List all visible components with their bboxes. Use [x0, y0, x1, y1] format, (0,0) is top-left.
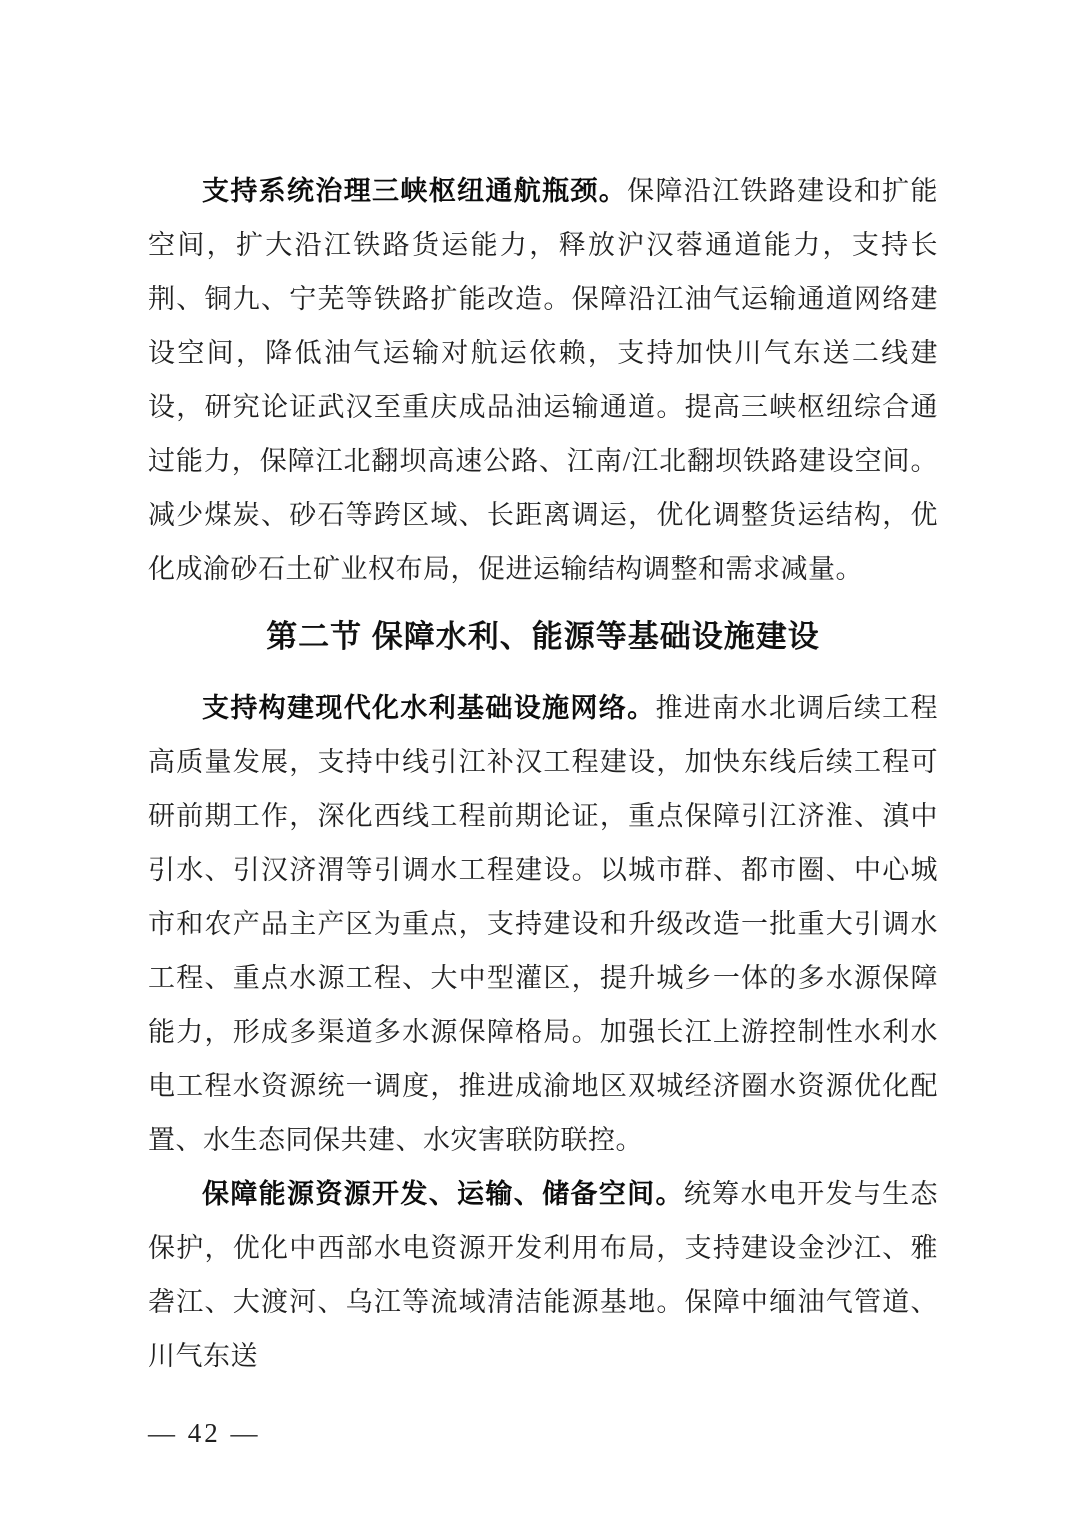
page-number: — 42 — [148, 1418, 261, 1448]
paragraph-energy-lead: 保障能源资源开发、运输、储备空间。 [202, 1179, 684, 1209]
paragraph-water [148, 681, 938, 1167]
paragraph-water-body: 推进南水北调后续工程高质量发展，支持中线引江补汉工程建设，加快东线后续工程可研前期工作，深化西线工程前期论证，重点保障引江济淮、滇中引水、引汉济渭等引调水工程建设。以城市群、都市圈、中心城市和农产品主产区为重点，支持建设和升级改造一批重大引调水工程、重点水源工程、大中型灌区，提升城乡一体的多水源保障能力，形成多渠道多水源保障格局。加强长江上游控制性水利水电工程水资源统一调度，推进成渝地区双城经济圈水资源优化配置、水生态同保共建、水灾害联防联控。 [148, 693, 939, 1155]
paragraph-transport [148, 164, 938, 596]
paragraph-energy [148, 1167, 938, 1383]
paragraph-water-lead: 支持构建现代化水利基础设施网络。 [202, 693, 656, 723]
paragraph-transport-body: 保障沿江铁路建设和扩能空间，扩大沿江铁路货运能力，释放沪汉蓉通道能力，支持长荆、铜九、宁芜等铁路扩能改造。保障沿江油气运输通道网络建设空间，降低油气运输对航运依赖，支持加快川气东送二线建设，研究论证武汉至重庆成品油运输通道。提高三峡枢纽综合通过能力，保障江北翻坝高速公路、江南/江北翻坝铁路建设空间。减少煤炭、砂石等跨区域、长距离调运，优化调整货运结构，优化成渝砂石土矿业权布局，促进运输结构调整和需求减量。 [148, 176, 939, 584]
paragraph-energy-body: 统筹水电开发与生态保护，优化中西部水电资源开发利用布局，支持建设金沙江、雅砻江、大渡河、乌江等流域清洁能源基地。保障中缅油气管道、川气东送 [148, 1179, 939, 1371]
section-heading: 第二节 保障水利、能源等基础设施建设 [266, 619, 820, 654]
paragraph-transport-lead: 支持系统治理三峡枢纽通航瓶颈。 [202, 176, 628, 206]
